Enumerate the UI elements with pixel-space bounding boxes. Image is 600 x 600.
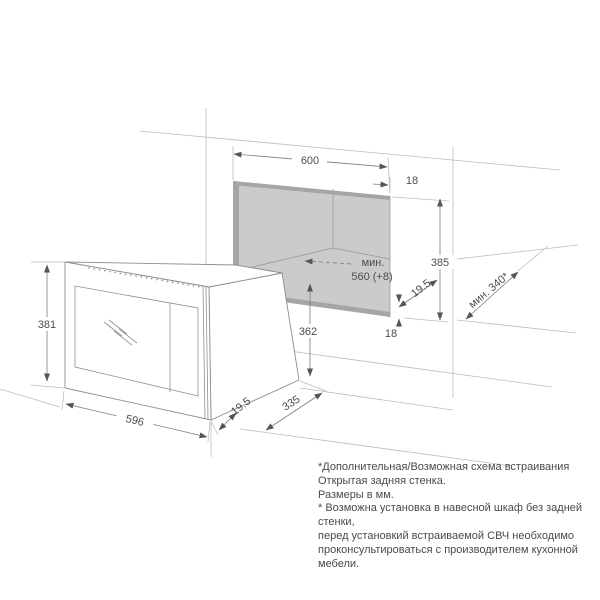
note-line: Размеры в мм. bbox=[318, 488, 394, 501]
dim-label-19-5-bottom: 19.5 bbox=[229, 395, 254, 418]
dim-label-340-wrap bbox=[467, 270, 512, 311]
extension-line bbox=[392, 197, 449, 201]
extension-line bbox=[518, 246, 548, 271]
cabinet-right-bottom-edge bbox=[457, 320, 576, 333]
note-line: Открытая задняя стенка. bbox=[318, 474, 446, 487]
dim-label-335-wrap bbox=[280, 393, 302, 413]
dim-label-596-wrap bbox=[115, 409, 155, 431]
dim-label-19-5-top: 19.5 bbox=[409, 277, 434, 300]
note-line: *Дополнительная/Возможная схема встраивания bbox=[318, 461, 570, 473]
dim-label-362: 362 bbox=[298, 326, 318, 338]
dim-label-381: 381 bbox=[37, 319, 57, 331]
dim-oven-height bbox=[31, 262, 64, 388]
note-line: * Возможна установка в навесной шкаф без задней стенки, bbox=[318, 502, 583, 529]
extension-line bbox=[404, 318, 448, 322]
dim-min-depth bbox=[466, 246, 548, 319]
dim-label-19-5-top-wrap bbox=[409, 277, 433, 300]
dim-overlap-right bbox=[399, 277, 437, 307]
cabinet-right-top-edge bbox=[457, 245, 578, 259]
footnotes bbox=[318, 461, 594, 571]
extension-line bbox=[31, 385, 64, 388]
extension-line bbox=[62, 391, 64, 410]
dim-side-panel bbox=[373, 175, 418, 192]
extension-line bbox=[211, 421, 218, 435]
note-line: проконсультироваться с производителем кухонной мебели. bbox=[318, 543, 578, 570]
dim-label-560: 560 (+8) bbox=[351, 271, 393, 283]
dim-label-340: мин. 340* bbox=[466, 270, 512, 311]
dim-label-335: 335 bbox=[280, 393, 303, 414]
microwave bbox=[65, 262, 299, 420]
dim-niche-height bbox=[392, 197, 454, 322]
floor-line-left bbox=[0, 389, 60, 407]
dim-label-18-mid: 18 bbox=[384, 328, 398, 340]
note-line: перед установкий встраиваемой СВЧ необходимо bbox=[318, 529, 575, 542]
niche-left-edge bbox=[233, 181, 239, 270]
oven-side-face bbox=[209, 273, 299, 420]
dim-label-18-top: 18 bbox=[405, 175, 419, 187]
dim-label-596: 596 bbox=[124, 412, 146, 429]
dim-label-min: мин. bbox=[361, 257, 385, 269]
oven-front-face bbox=[65, 262, 211, 420]
extension-line bbox=[208, 422, 210, 442]
dim-label-385: 385 bbox=[430, 257, 450, 269]
dimension-line bbox=[373, 184, 388, 185]
lower-shelf-line-2 bbox=[300, 388, 453, 410]
dim-label-600: 600 bbox=[300, 155, 320, 167]
